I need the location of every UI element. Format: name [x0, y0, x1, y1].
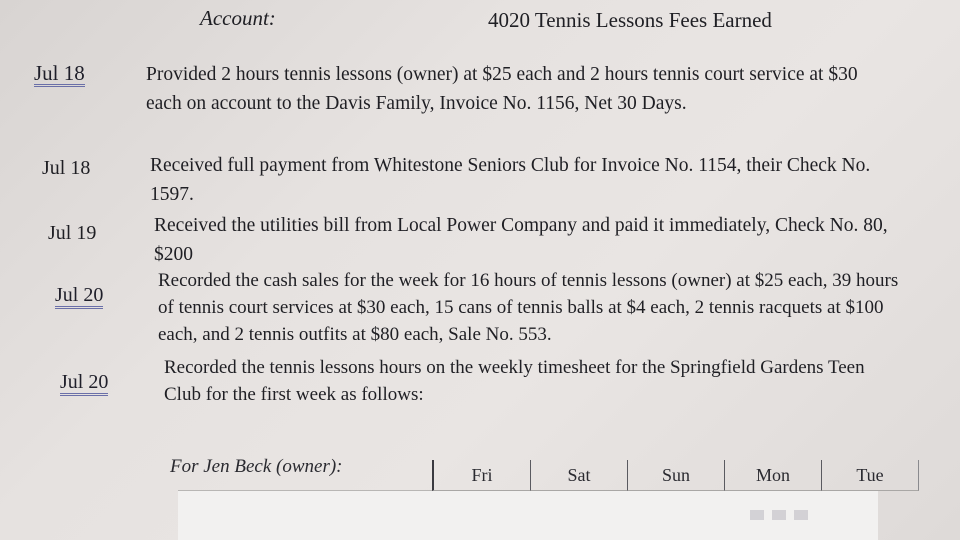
transaction-description: Recorded the cash sales for the week for 16 hours of tennis lessons (owner) at $25 each, 39 hours of tennis court services at $30 each, 15 cans of tennis balls at $4 each, 2 tennis racquets at $100 each, and 2 tennis outfits at $80 each, Sale No. 553. — [158, 270, 899, 345]
account-header — [0, 6, 960, 42]
transaction-description: Recorded the tennis lessons hours on the weekly timesheet for the Springfield Gardens Teen Club for the first week as follows: — [164, 357, 865, 405]
date-link[interactable]: Jul 20 — [55, 284, 103, 309]
day-header-sat: Sat — [530, 460, 627, 491]
date-label: Jul 18 — [42, 157, 91, 179]
faded-toolbar-icons — [750, 500, 870, 530]
day-header-mon: Mon — [724, 460, 821, 491]
account-label: Account: — [200, 6, 276, 30]
date-label: Jul 19 — [48, 222, 97, 244]
owner-label: For Jen Beck (owner): — [170, 456, 343, 477]
faded-icon — [794, 510, 808, 520]
transaction-description: Received the utilities bill from Local Power Company and paid it immediately, Check No. 80, $200 — [154, 215, 888, 265]
day-header-fri: Fri — [432, 460, 530, 491]
faded-icon — [772, 510, 786, 520]
day-header-sun: Sun — [627, 460, 724, 491]
transaction-description: Received full payment from Whitestone Seniors Club for Invoice No. 1154, their Check No. 1597. — [150, 155, 871, 205]
transaction-description: Provided 2 hours tennis lessons (owner) at $25 each and 2 hours tennis court service at $30 each on account to the Davis Family, Invoice No. 1156, Net 30 Days. — [146, 64, 858, 114]
account-title: 4020 Tennis Lessons Fees Earned — [488, 8, 772, 32]
day-header-tue: Tue — [821, 460, 919, 491]
date-link[interactable]: Jul 20 — [60, 371, 108, 396]
date-link[interactable]: Jul 18 — [34, 61, 85, 85]
faded-icon — [750, 510, 764, 520]
day-header-row — [432, 460, 919, 494]
